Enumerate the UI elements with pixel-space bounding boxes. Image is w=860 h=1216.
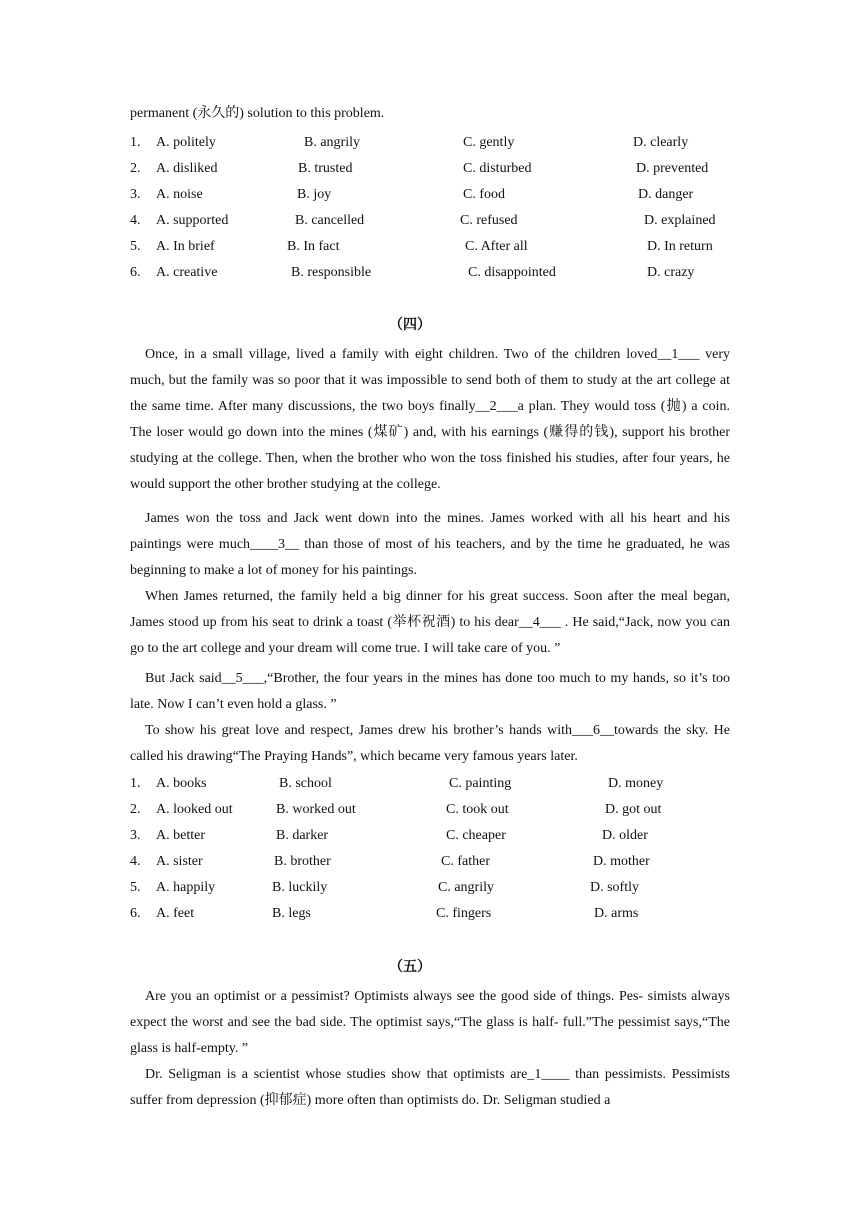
option-c: C. disturbed [463, 161, 532, 176]
question-number: 6. [130, 265, 141, 280]
option-a: A. politely [156, 135, 216, 150]
option-d: D. arms [594, 906, 639, 921]
question-number: 3. [130, 828, 141, 843]
option-b: B. luckily [272, 880, 328, 895]
option-c: C. took out [446, 802, 509, 817]
option-d: D. softly [590, 880, 639, 895]
option-a: A. better [156, 828, 205, 843]
question-number: 4. [130, 213, 141, 228]
option-b: B. cancelled [295, 213, 365, 228]
option-d: D. mother [593, 854, 650, 869]
question-number: 5. [130, 880, 141, 895]
top-line: permanent (永久的) solution to this problem. [130, 106, 385, 121]
option-a: A. disliked [156, 161, 218, 176]
paragraph: Dr. Seligman is a scientist whose studies show that optimists are_1____ than pessimists. Pessimists suffer from depression (抑郁症) more often than optimists do. Dr. Seligman studied a [130, 1067, 730, 1108]
paragraph: Once, in a small village, lived a family with eight children. Two of the children loved__1___ very much, but the family was so poor that it was impossible to send both of them to study at the art college at the same time. After many discussions, the two boys finally__2___a plan. They would toss (抛) a coin. The loser would go down into the mines (煤矿) and, with his earnings (赚得的钱), support his brother studying at the college. Then, when the brother who won the toss finished his studies, after four years, he would support the other brother studying at the college. [130, 347, 730, 492]
question-number: 1. [130, 135, 141, 150]
option-c: C. food [463, 187, 505, 202]
option-c: C. disappointed [468, 265, 556, 280]
paragraph: But Jack said__5___,“Brother, the four years in the mines has done too much to my hands, so it’s too late. Now I can’t even hold a glass. ” [130, 671, 730, 712]
option-c: C. fingers [436, 906, 492, 921]
option-b: B. legs [272, 906, 311, 921]
option-b: B. trusted [298, 161, 353, 176]
option-a: A. supported [156, 213, 229, 228]
option-d: D. crazy [647, 265, 695, 280]
option-a: A. happily [156, 880, 216, 895]
option-c: C. After all [465, 239, 528, 254]
option-a: A. looked out [156, 802, 233, 817]
option-c: C. angrily [438, 880, 494, 895]
option-c: C. painting [449, 776, 512, 791]
option-c: C. refused [460, 213, 518, 228]
option-b: B. joy [297, 187, 332, 202]
option-b: B. responsible [291, 265, 372, 280]
question-number: 4. [130, 854, 141, 869]
question-number: 3. [130, 187, 141, 202]
question-number: 6. [130, 906, 141, 921]
option-d: D. danger [638, 187, 694, 202]
option-d: D. money [608, 776, 664, 791]
option-d: D. clearly [633, 135, 689, 150]
option-b: B. brother [274, 854, 331, 869]
option-c: C. cheaper [446, 828, 506, 843]
option-d: D. prevented [636, 161, 709, 176]
option-b: B. darker [276, 828, 329, 843]
option-b: B. worked out [276, 802, 356, 817]
option-b: B. school [279, 776, 332, 791]
option-b: B. angrily [304, 135, 360, 150]
question-number: 2. [130, 802, 141, 817]
option-c: C. gently [463, 135, 515, 150]
option-d: D. got out [605, 802, 662, 817]
section-heading-5: （五） [389, 960, 431, 975]
paragraph: James won the toss and Jack went down into the mines. James worked with all his heart and his paintings were much____3__ than those of most of his teachers, and by the time he graduated, he was beginning to make a lot of money for his paintings. [130, 511, 730, 578]
question-number: 5. [130, 239, 141, 254]
question-number: 2. [130, 161, 141, 176]
option-c: C. father [441, 854, 490, 869]
option-a: A. books [156, 776, 207, 791]
option-a: A. In brief [156, 239, 215, 254]
paragraph: When James returned, the family held a big dinner for his great success. Soon after the meal began, James stood up from his seat to drink a toast (举杯祝酒) to his dear__4___ . He said,“Jack, now you can go to the art college and your dream will come true. I will take care of you. ” [130, 589, 730, 656]
option-b: B. In fact [287, 239, 340, 254]
paragraph: Are you an optimist or a pessimist? Optimists always see the good side of things. Pes- simists always expect the worst and see the bad side. The optimist says,“The glass is half- full.”The pessimist says,“The glass is half-empty. ” [130, 989, 730, 1056]
question-number: 1. [130, 776, 141, 791]
option-d: D. older [602, 828, 648, 843]
option-a: A. feet [156, 906, 195, 921]
option-d: D. In return [647, 239, 713, 254]
option-d: D. explained [644, 213, 716, 228]
paragraph: To show his great love and respect, James drew his brother’s hands with___6__towards the sky. He called his drawing“The Praying Hands”, which became very famous years later. [130, 723, 730, 764]
option-a: A. noise [156, 187, 203, 202]
option-a: A. sister [156, 854, 203, 869]
section-heading-4: （四） [389, 318, 431, 333]
option-a: A. creative [156, 265, 218, 280]
